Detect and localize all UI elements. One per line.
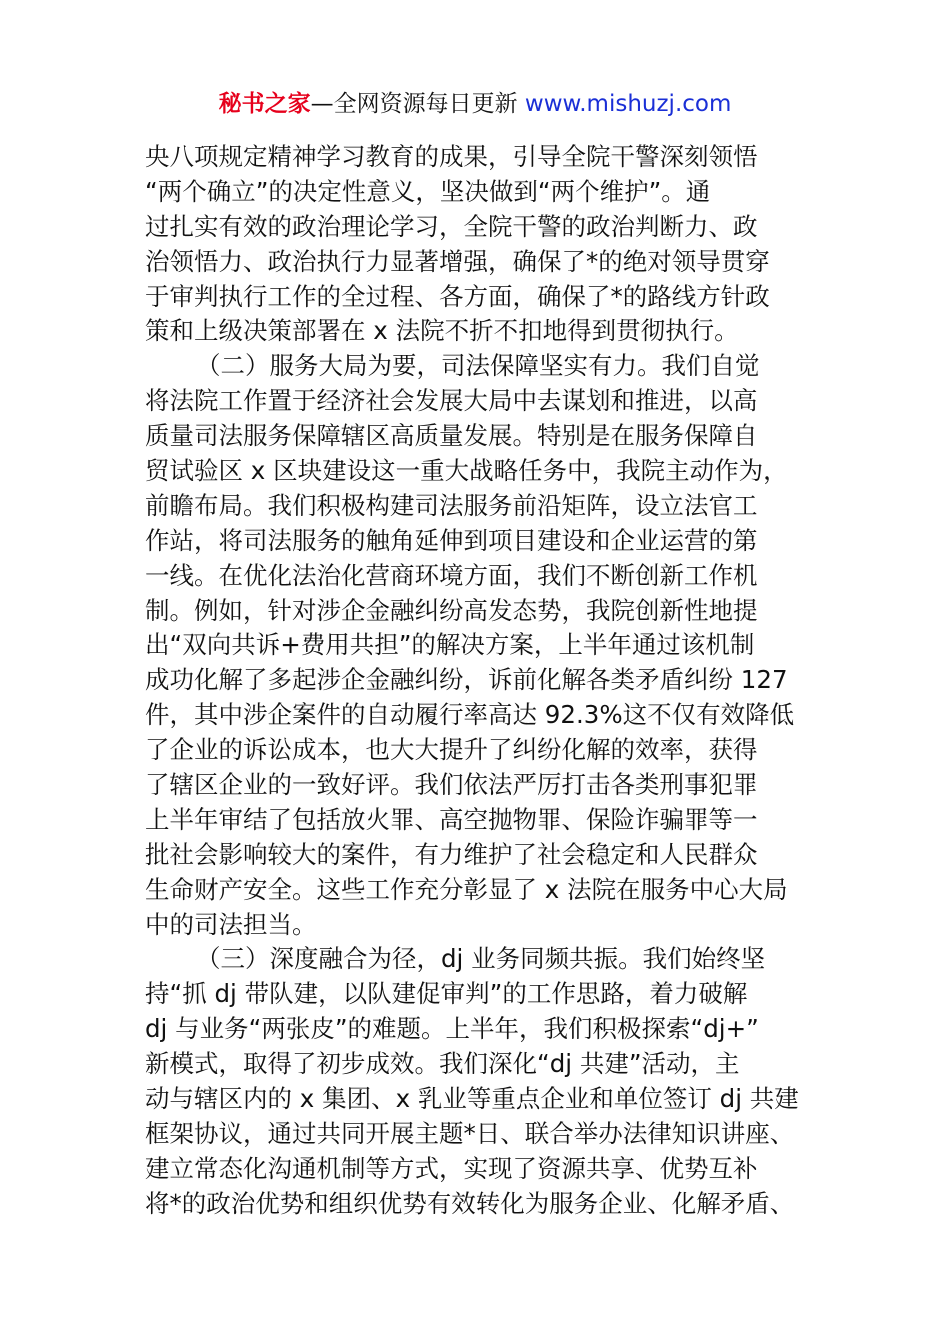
text-line: 中的司法担当。: [145, 909, 317, 939]
text-line: 批社会影响较大的案件，有力维护了社会稳定和人民群众: [145, 839, 758, 869]
paragraph-first-line: （三）深度融合为径，dj 业务同频共振。我们始终坚: [196, 944, 766, 974]
text-line: 过扎实有效的政治理论学习，全院干警的政治判断力、政: [145, 211, 758, 241]
text-line: 动与辖区内的 x 集团、x 乳业等重点企业和单位签订 dj 共建: [145, 1084, 799, 1114]
text-line: 前瞻布局。我们积极构建司法服务前沿矩阵，设立法官工: [145, 490, 758, 520]
text-line: 质量司法服务保障辖区高质量发展。特别是在服务保障自: [145, 421, 758, 451]
text-line: 上半年审结了包括放火罪、高空抛物罪、保险诈骗罪等一: [145, 804, 758, 834]
site-brand: 秘书之家: [218, 91, 311, 117]
paragraph-first-line: （二）服务大局为要，司法保障坚实有力。我们自觉: [196, 351, 760, 381]
text-line: 策和上级决策部署在 x 法院不折不扣地得到贯彻执行。: [145, 316, 739, 346]
text-line: 框架协议，通过共同开展主题*日、联合举办法律知识讲座、: [145, 1118, 795, 1148]
text-line: 新模式，取得了初步成效。我们深化“dj 共建”活动，主: [145, 1049, 740, 1079]
text-line: 成功化解了多起涉企金融纠纷，诉前化解各类矛盾纠纷 127: [145, 665, 788, 695]
text-line: 央八项规定精神学习教育的成果，引导全院干警深刻领悟: [145, 142, 758, 171]
text-line: 作站，将司法服务的触角延伸到项目建设和企业运营的第: [145, 525, 758, 555]
text-line: 生命财产安全。这些工作充分彰显了 x 法院在服务中心大局: [145, 874, 788, 904]
text-line: 了企业的诉讼成本，也大大提升了纠纷化解的效率，获得: [145, 735, 758, 765]
text-line: 贸试验区 x 区块建设这一重大战略任务中，我院主动作为，: [145, 456, 788, 486]
document-body: [145, 140, 810, 1222]
text-line: “两个确立”的决定性意义，坚决做到“两个维护”。通: [145, 176, 711, 206]
site-header: [0, 88, 950, 120]
text-line: 出“双向共诉+费用共担”的解决方案，上半年通过该机制: [145, 630, 755, 660]
text-line: 持“抓 dj 带队建，以队建促审判”的工作思路，着力破解: [145, 979, 748, 1009]
text-line: 治领悟力、政治执行力显著增强，确保了*的绝对领导贯穿: [145, 246, 770, 276]
text-line: 将*的政治优势和组织优势有效转化为服务企业、化解矛盾、: [145, 1188, 795, 1218]
site-tagline: —全网资源每日更新: [310, 91, 518, 117]
site-url-link[interactable]: www.mishuzj.com: [524, 91, 732, 117]
text-line: 建立常态化沟通机制等方式，实现了资源共享、优势互补: [145, 1153, 758, 1183]
text-line: 件，其中涉企案件的自动履行率高达 92.3%这不仅有效降低: [145, 700, 795, 730]
text-line: 于审判执行工作的全过程、各方面，确保了*的路线方针政: [145, 281, 770, 311]
text-line: dj 与业务“两张皮”的难题。上半年，我们积极探索“dj+”: [145, 1014, 759, 1044]
text-line: 了辖区企业的一致好评。我们依法严厉打击各类刑事犯罪: [145, 770, 758, 800]
text-line: 将法院工作置于经济社会发展大局中去谋划和推进，以高: [145, 386, 758, 416]
text-line: 制。例如，针对涉企金融纠纷高发态势，我院创新性地提: [145, 595, 758, 625]
text-line: 一线。在优化法治化营商环境方面，我们不断创新工作机: [145, 560, 758, 590]
